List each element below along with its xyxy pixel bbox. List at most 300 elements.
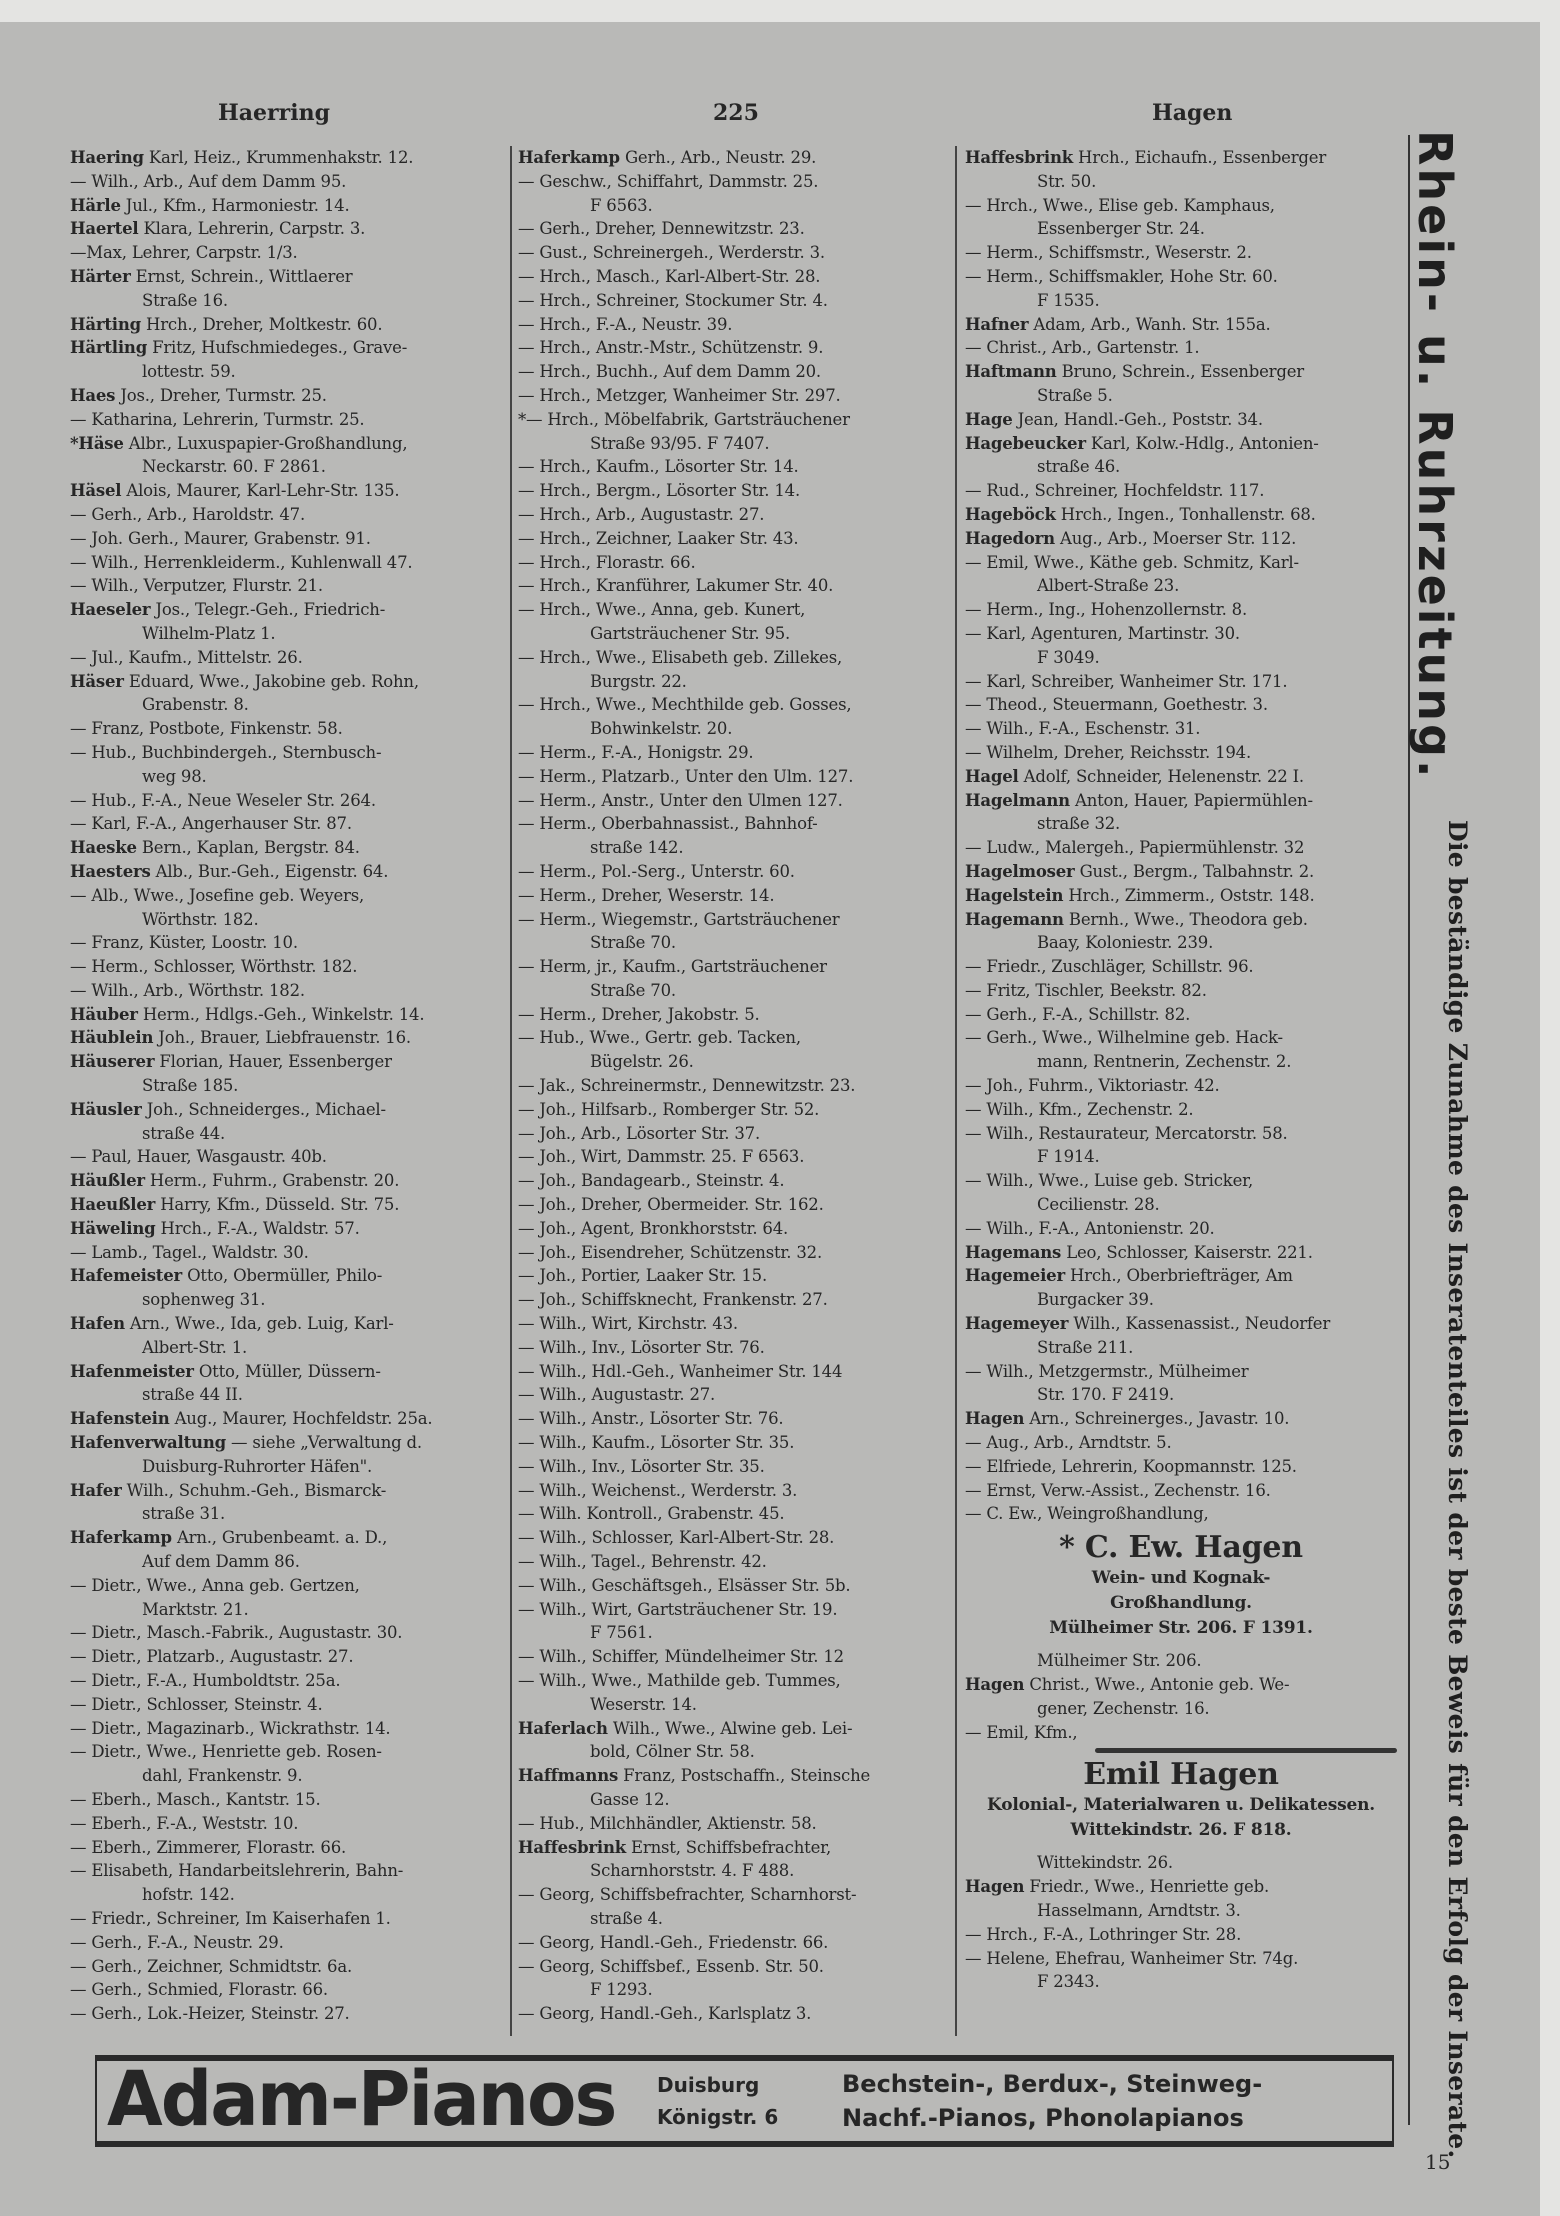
directory-entry-line (965, 1947, 1397, 1971)
entry-details: — Paul, Hauer, Wasgaustr. 40b. (70, 1147, 327, 1167)
directory-entry-line (518, 693, 948, 717)
entry-details: — Hrch., Wwe., Elise geb. Kamphaus, (965, 195, 1275, 215)
entry-details: Straße 93/95. F 7407. (590, 433, 770, 453)
directory-entry-line (518, 1550, 948, 1574)
directory-entry-line (965, 217, 1397, 241)
entry-details: Arn., Grubenbeamt. a. D., (176, 1528, 388, 1548)
entry-surname: Härle (70, 195, 121, 215)
entry-details: *— Hrch., Möbelfabrik, Gartsträuchener (518, 409, 850, 429)
entry-details: Wilhelm-Platz 1. (142, 623, 276, 643)
side-band-title: Rhein- u. Ruhrzeitung. (1408, 130, 1462, 781)
entry-details: Friedr., Wwe., Henriette geb. (1029, 1877, 1270, 1897)
directory-entry-line (965, 1899, 1397, 1923)
entry-surname: Haffesbrink (518, 1837, 626, 1857)
entry-details: straße 4. (590, 1908, 663, 1928)
directory-entry-line (965, 1455, 1397, 1479)
directory-entry-line (965, 1145, 1397, 1169)
entry-details: Jos., Telegr.-Geh., Friedrich- (155, 600, 386, 620)
entry-details: — Herm., Schiffsmstr., Weserstr. 2. (965, 243, 1252, 263)
entry-details: — Eberh., F.-A., Weststr. 10. (70, 1813, 299, 1833)
directory-entry-line (70, 1169, 505, 1193)
inline-advertisement (965, 1530, 1397, 1641)
directory-entry-line (518, 1836, 948, 1860)
directory-entry-line (518, 574, 948, 598)
directory-entry-line (965, 289, 1397, 313)
entry-details: — Theod., Steuermann, Goethestr. 3. (965, 695, 1268, 715)
running-head-left: Haerring (218, 100, 330, 126)
entry-details: Aug., Maurer, Hochfeldstr. 25a. (174, 1409, 433, 1429)
directory-entry-line (70, 479, 505, 503)
directory-entry-line (70, 1836, 505, 1860)
entry-surname: Hagen (965, 1877, 1025, 1897)
directory-entry-line (518, 1859, 948, 1883)
entry-details: — Hrch., Bergm., Lösorter Str. 14. (518, 481, 800, 501)
entry-details: — Wilh., Schlosser, Karl-Albert-Str. 28. (518, 1528, 835, 1548)
directory-entry-line (518, 170, 948, 194)
entry-details: Essenberger Str. 24. (1037, 219, 1205, 239)
ad-city: Duisburg (657, 2073, 760, 2097)
directory-entry-line (965, 884, 1397, 908)
directory-entry-line (965, 194, 1397, 218)
entry-details: Albert-Straße 23. (1037, 576, 1180, 596)
directory-entry-line (965, 1721, 1397, 1745)
directory-entry-line (70, 1812, 505, 1836)
entry-details: Bohwinkelstr. 20. (590, 719, 733, 739)
entry-details: Straße 185. (142, 1076, 239, 1096)
ad-rule (1095, 1748, 1397, 1753)
directory-entry-line (965, 432, 1397, 456)
entry-details: — Hrch., Schreiner, Stockumer Str. 4. (518, 290, 828, 310)
entry-details: — Geschw., Schiffahrt, Dammstr. 25. (518, 171, 819, 191)
directory-entry-line (965, 574, 1397, 598)
directory-entry-line (518, 1598, 948, 1622)
directory-entry-line (70, 551, 505, 575)
directory-entry-line (70, 1526, 505, 1550)
directory-entry-line (70, 527, 505, 551)
directory-entry-line (70, 598, 505, 622)
directory-entry-line (518, 1812, 948, 1836)
entry-details: — Joh., Portier, Laaker Str. 15. (518, 1266, 768, 1286)
directory-entry-line (518, 1288, 948, 1312)
directory-entry-line (70, 646, 505, 670)
directory-entry-line (518, 2002, 948, 2026)
entry-details: Eduard, Wwe., Jakobine geb. Rohn, (128, 671, 419, 691)
entry-details: — Katharina, Lehrerin, Turmstr. 25. (70, 409, 365, 429)
entry-details: — Gerh., Dreher, Dennewitzstr. 23. (518, 219, 805, 239)
entry-details: Karl, Heiz., Krummenhakstr. 12. (148, 148, 414, 167)
directory-entry-line (70, 1931, 505, 1955)
entry-details: — Gust., Schreinergeh., Werderstr. 3. (518, 243, 825, 263)
directory-entry-line (518, 979, 948, 1003)
entry-details: — Eberh., Masch., Kantstr. 15. (70, 1789, 321, 1809)
directory-entry-line (965, 765, 1397, 789)
entry-details: Florian, Hauer, Essenberger (159, 1052, 392, 1072)
entry-details: Wittekindstr. 26. (1037, 1853, 1173, 1873)
directory-entry-line (70, 289, 505, 313)
directory-entry-line (70, 1383, 505, 1407)
entry-details: — Karl, Agenturen, Martinstr. 30. (965, 623, 1240, 643)
entry-details: Wörthstr. 182. (142, 909, 259, 929)
entry-details: Albert-Str. 1. (142, 1337, 248, 1357)
entry-surname: Härting (70, 314, 141, 334)
directory-entry-line (518, 384, 948, 408)
entry-details: Otto, Müller, Düssern- (198, 1361, 381, 1381)
directory-entry-line (965, 1479, 1397, 1503)
directory-entry-line (518, 1407, 948, 1431)
directory-entry-line (965, 1970, 1397, 1994)
entry-details: — Joh., Agent, Bronkhorststr. 64. (518, 1218, 789, 1238)
directory-entry-line (965, 741, 1397, 765)
entry-surname: Hagel (965, 766, 1019, 786)
entry-details: — Franz, Küster, Loostr. 10. (70, 933, 298, 953)
directory-entry-line (518, 1003, 948, 1027)
entry-details: — Joh., Arb., Lösorter Str. 37. (518, 1123, 761, 1143)
entry-details: — Gerh., Lok.-Heizer, Steinstr. 27. (70, 2004, 350, 2024)
directory-entry-line (965, 979, 1397, 1003)
entry-details: — Emil, Kfm., (965, 1722, 1078, 1742)
entry-details: weg 98. (142, 766, 207, 786)
entry-details: — Hrch., Kaufm., Lösorter Str. 14. (518, 457, 799, 477)
entry-details: — Aug., Arb., Arndtstr. 5. (965, 1433, 1172, 1453)
ad-brands (842, 2067, 1262, 2135)
entry-details: — Hrch., Masch., Karl-Albert-Str. 28. (518, 266, 821, 286)
directory-entry-line (965, 527, 1397, 551)
entry-details: — Wilh., Restaurateur, Mercatorstr. 58. (965, 1123, 1288, 1143)
entry-details: — Hrch., Florastr. 66. (518, 552, 696, 572)
entry-surname: Hafemeister (70, 1266, 183, 1286)
directory-entry-line (70, 1050, 505, 1074)
directory-entry-line (70, 1693, 505, 1717)
entry-surname: Haering (70, 148, 144, 167)
directory-entry-line (70, 1574, 505, 1598)
entry-surname: Haertel (70, 219, 139, 239)
directory-entry-line (70, 931, 505, 955)
entry-details: — Herm., Anstr., Unter den Ulmen 127. (518, 790, 843, 810)
entry-details: — Eberh., Zimmerer, Florastr. 66. (70, 1837, 347, 1857)
entry-details: — Hrch., Wwe., Anna, geb. Kunert, (518, 600, 806, 620)
directory-entry-line (518, 241, 948, 265)
directory-entry-line (518, 265, 948, 289)
page-number: 225 (713, 100, 759, 126)
entry-details: — Joh., Bandagearb., Steinstr. 4. (518, 1171, 785, 1191)
ad-text-line: Kolonial-, Materialwaren u. Delikatessen. (987, 1795, 1375, 1816)
entry-details: — Wilh. Kontroll., Grabenstr. 45. (518, 1504, 785, 1524)
directory-entry-line (70, 812, 505, 836)
entry-details: Str. 50. (1037, 171, 1097, 191)
entry-details: Alb., Bur.-Geh., Eigenstr. 64. (155, 861, 389, 881)
entry-details: — Wilh., Inv., Lösorter Str. 76. (518, 1337, 765, 1357)
directory-entry-line (965, 1169, 1397, 1193)
directory-entry-line (70, 336, 505, 360)
directory-entry-line (70, 1264, 505, 1288)
directory-entry-line (518, 1479, 948, 1503)
directory-entry-line (965, 503, 1397, 527)
entry-details: — Friedr., Zuschläger, Schillstr. 96. (965, 957, 1254, 977)
entry-details: Otto, Obermüller, Philo- (187, 1266, 383, 1286)
entry-details: Wilh., Wwe., Alwine geb. Lei- (612, 1718, 853, 1738)
directory-entry-line (70, 1740, 505, 1764)
directory-entry-line (70, 1193, 505, 1217)
entry-surname: Hafenverwaltung (70, 1433, 226, 1453)
entry-surname: Haffesbrink (965, 148, 1073, 167)
entry-details: gener, Zechenstr. 16. (1037, 1698, 1210, 1718)
entry-details: — Rud., Schreiner, Hochfeldstr. 117. (965, 481, 1265, 501)
directory-entry-line (518, 551, 948, 575)
entry-details: Christ., Wwe., Antonie geb. We- (1029, 1675, 1290, 1695)
directory-entry-line (965, 1923, 1397, 1947)
entry-details: — Joh., Hilfsarb., Romberger Str. 52. (518, 1099, 820, 1119)
ad-title: * C. Ew. Hagen (1059, 1530, 1303, 1566)
entry-surname: Hagen (965, 1409, 1025, 1429)
entry-surname: Hafenmeister (70, 1361, 194, 1381)
directory-entry-line (965, 455, 1397, 479)
directory-entry-line (965, 812, 1397, 836)
entry-details: straße 44. (142, 1123, 226, 1143)
directory-entry-line (518, 527, 948, 551)
entry-surname: Hagemeyer (965, 1314, 1069, 1334)
entry-details: — Hrch., Wwe., Mechthilde geb. Gosses, (518, 695, 852, 715)
directory-entry-line (965, 1264, 1397, 1288)
entry-details: Burgacker 39. (1037, 1290, 1154, 1310)
entry-details: — Joh., Wirt, Dammstr. 25. F 6563. (518, 1147, 805, 1167)
directory-entry-line (70, 789, 505, 813)
entry-surname: Haeußler (70, 1195, 156, 1215)
directory-entry-line (518, 217, 948, 241)
directory-entry-line (70, 1003, 505, 1027)
signature-mark: 15 (1425, 2150, 1451, 2174)
entry-surname: Häublein (70, 1028, 154, 1048)
directory-entry-line (70, 1431, 505, 1455)
entry-surname: Hagelmann (965, 790, 1070, 810)
entry-details: Arn., Wwe., Ida, geb. Luig, Karl- (129, 1314, 394, 1334)
entry-details: — Wilh., Augustastr. 27. (518, 1385, 716, 1405)
entry-surname: *Häse (70, 433, 124, 453)
directory-entry-line (965, 670, 1397, 694)
entry-surname: Hafen (70, 1314, 125, 1334)
entry-details: Cecilienstr. 28. (1037, 1195, 1160, 1215)
entry-details: mann, Rentnerin, Zechenstr. 2. (1037, 1052, 1292, 1072)
entry-details: — Gerh., F.-A., Schillstr. 82. (965, 1004, 1191, 1024)
directory-entry-line (518, 1360, 948, 1384)
entry-details: — Hrch., Kranführer, Lakumer Str. 40. (518, 576, 834, 596)
directory-entry-line (70, 1455, 505, 1479)
entry-details: Jul., Kfm., Harmoniestr. 14. (125, 195, 350, 215)
directory-entry-line (518, 646, 948, 670)
entry-details: — Dietr., Schlosser, Steinstr. 4. (70, 1694, 323, 1714)
entry-details: — Wilh., Arb., Wörthstr. 182. (70, 980, 305, 1000)
directory-entry-line (965, 1673, 1397, 1697)
entry-details: — Fritz, Tischler, Beekstr. 82. (965, 980, 1207, 1000)
side-band-slogan: Die beständige Zunahme des Inseratenteiles ist der beste Beweis für den Erfolg der Inserate. (1443, 820, 1472, 2159)
directory-entry-line (518, 336, 948, 360)
ad-title: Emil Hagen (1083, 1757, 1279, 1793)
directory-entry-line (70, 1145, 505, 1169)
entry-details: — Wilh., Kfm., Zechenstr. 2. (965, 1099, 1194, 1119)
entry-details: — Dietr., Magazinarb., Wickrathstr. 14. (70, 1718, 391, 1738)
entry-surname: Hage (965, 409, 1013, 429)
directory-entry-line (518, 1955, 948, 1979)
directory-entry-line (518, 860, 948, 884)
directory-entry-line (965, 646, 1397, 670)
directory-entry-line (965, 1502, 1397, 1526)
entry-details: — Emil, Wwe., Käthe geb. Schmitz, Karl- (965, 552, 1299, 572)
entry-details: — Dietr., Wwe., Anna geb. Gertzen, (70, 1575, 360, 1595)
entry-surname: Hafer (70, 1480, 122, 1500)
entry-details: Joh., Brauer, Liebfrauenstr. 16. (158, 1028, 411, 1048)
entry-details: — Herm., Schlosser, Wörthstr. 182. (70, 957, 358, 977)
entry-details: — Hub., Buchbindergeh., Sternbusch- (70, 742, 382, 762)
directory-entry-line (518, 1717, 948, 1741)
directory-entry-line (70, 1598, 505, 1622)
entry-details: — Jak., Schreinermstr., Dennewitzstr. 23. (518, 1076, 856, 1096)
entry-details: F 1293. (590, 1980, 653, 2000)
entry-details: Alois, Maurer, Karl-Lehr-Str. 135. (126, 481, 400, 501)
entry-details: — Joh., Schiffsknecht, Frankenstr. 27. (518, 1290, 828, 1310)
entry-surname: Hagemans (965, 1242, 1062, 1262)
entry-details: — Joh. Gerh., Maurer, Grabenstr. 91. (70, 528, 371, 548)
entry-surname: Hagemeier (965, 1266, 1065, 1286)
directory-entry-line (965, 1193, 1397, 1217)
directory-entry-line (70, 503, 505, 527)
directory-entry-line (70, 1312, 505, 1336)
entry-details: Anton, Hauer, Papiermühlen- (1074, 790, 1313, 810)
entry-details: — Joh., Eisendreher, Schützenstr. 32. (518, 1242, 823, 1262)
directory-entry-line (70, 217, 505, 241)
entry-details: dahl, Frankenstr. 9. (142, 1766, 303, 1786)
entry-details: straße 142. (590, 838, 684, 858)
entry-details: Hrch., Ingen., Tonhallenstr. 68. (1060, 504, 1316, 524)
entry-surname: Häuserer (70, 1052, 155, 1072)
directory-entry-line (70, 1288, 505, 1312)
directory-entry-line (518, 812, 948, 836)
entry-details: — Karl, Schreiber, Wanheimer Str. 171. (965, 671, 1288, 691)
entry-details: — Herm., Ing., Hohenzollernstr. 8. (965, 600, 1248, 620)
entry-details: — C. Ew., Weingroßhandlung, (965, 1504, 1209, 1524)
directory-entry-line (518, 432, 948, 456)
directory-entry-line (70, 1098, 505, 1122)
entry-details: Ernst, Schiffsbefrachter, (631, 1837, 832, 1857)
directory-entry-line (70, 2002, 505, 2026)
directory-entry-line (518, 1098, 948, 1122)
entry-details: Wilh., Kassenassist., Neudorfer (1073, 1314, 1331, 1334)
entry-details: Adam, Arb., Wanh. Str. 155a. (1033, 314, 1271, 334)
directory-entry-line (518, 1336, 948, 1360)
entry-details: F 3049. (1037, 647, 1100, 667)
entry-details: — Dietr., F.-A., Humboldtstr. 25a. (70, 1671, 341, 1690)
directory-entry-line (965, 146, 1397, 170)
entry-surname: Häusler (70, 1099, 142, 1119)
entry-details: — Wilh., Wirt, Kirchstr. 43. (518, 1314, 738, 1334)
directory-entry-line (518, 313, 948, 337)
entry-details: — Joh., Dreher, Obermeider. Str. 162. (518, 1195, 824, 1215)
directory-entry-line (965, 1875, 1397, 1899)
directory-entry-line (70, 360, 505, 384)
directory-entry-line (518, 1026, 948, 1050)
directory-entry-line (518, 360, 948, 384)
directory-entry-line (70, 1883, 505, 1907)
directory-entry-line (70, 1978, 505, 2002)
directory-entry-line (70, 1407, 505, 1431)
entry-details: — Wilh., Schiffer, Mündelheimer Str. 12 (518, 1647, 844, 1667)
directory-entry-line (518, 765, 948, 789)
entry-details: Herm., Fuhrm., Grabenstr. 20. (149, 1171, 400, 1191)
directory-entry-line (965, 1241, 1397, 1265)
entry-details: — Herm., F.-A., Honigstr. 29. (518, 742, 754, 762)
directory-entry-line (965, 1383, 1397, 1407)
entry-surname: Hagedorn (965, 528, 1055, 548)
directory-entry-line (965, 265, 1397, 289)
directory-entry-line (965, 717, 1397, 741)
entry-details: — Georg, Schiffsbefrachter, Scharnhorst- (518, 1885, 857, 1905)
directory-entry-line (518, 408, 948, 432)
column-divider (510, 146, 512, 2036)
directory-entry-line (965, 836, 1397, 860)
entry-details: Bruno, Schrein., Essenberger (1061, 362, 1304, 382)
entry-details: — Wilh., Anstr., Lösorter Str. 76. (518, 1409, 784, 1429)
directory-entry-line (70, 765, 505, 789)
directory-entry-line (965, 598, 1397, 622)
entry-details: Hrch., Zimmerm., Oststr. 148. (1068, 885, 1315, 905)
entry-details: — Herm., Dreher, Weserstr. 14. (518, 885, 775, 905)
entry-details: bold, Cölner Str. 58. (590, 1742, 755, 1762)
directory-entry-line (518, 1526, 948, 1550)
directory-entry-line (70, 693, 505, 717)
directory-entry-line (70, 1788, 505, 1812)
directory-entry-line (965, 908, 1397, 932)
directory-entry-line (70, 313, 505, 337)
entry-details: — Herm., Wiegemstr., Gartsträuchener (518, 909, 840, 929)
entry-details: lottestr. 59. (142, 362, 236, 382)
entry-details: — Alb., Wwe., Josefine geb. Weyers, (70, 885, 365, 905)
entry-details: — Hrch., Buchh., Auf dem Damm 20. (518, 362, 821, 382)
directory-entry-line (518, 741, 948, 765)
column-right (965, 146, 1397, 1994)
directory-entry-line (518, 455, 948, 479)
entry-surname: Haferkamp (70, 1528, 172, 1548)
entry-surname: Hageböck (965, 504, 1056, 524)
directory-entry-line (518, 1669, 948, 1693)
directory-entry-line (70, 1074, 505, 1098)
entry-details: — Wilh., Weichenst., Werderstr. 3. (518, 1480, 798, 1500)
directory-entry-line (70, 1669, 505, 1693)
directory-entry-line (70, 1550, 505, 1574)
directory-entry-line (965, 1050, 1397, 1074)
entry-details: Hrch., F.-A., Waldstr. 57. (160, 1218, 360, 1238)
entry-surname: Haferkamp (518, 148, 620, 167)
entry-details: Herm., Hdlgs.-Geh., Winkelstr. 14. (142, 1004, 425, 1024)
entry-details: — Gerh., Schmied, Florastr. 66. (70, 1980, 328, 2000)
directory-entry-line (70, 884, 505, 908)
entry-details: — Wilh., Wirt, Gartsträuchener Str. 19. (518, 1599, 838, 1619)
directory-entry-line (518, 598, 948, 622)
entry-details: Jean, Handl.-Geh., Poststr. 34. (1017, 409, 1263, 429)
directory-entry-line (518, 479, 948, 503)
directory-entry-line (965, 1288, 1397, 1312)
directory-entry-line (965, 931, 1397, 955)
directory-entry-line (518, 1431, 948, 1455)
entry-details: Straße 70. (590, 980, 676, 1000)
entry-details: Karl, Kolw.-Hdlg., Antonien- (1090, 433, 1319, 453)
entry-surname: Häser (70, 671, 124, 691)
directory-entry-line (70, 955, 505, 979)
entry-details: F 6563. (590, 195, 653, 215)
directory-entry-line (965, 170, 1397, 194)
directory-entry-line (965, 336, 1397, 360)
entry-details: Straße 5. (1037, 385, 1113, 405)
directory-entry-line (70, 622, 505, 646)
entry-details: — Wilh., Wwe., Luise geb. Stricker, (965, 1171, 1254, 1191)
entry-details: — Hrch., Arb., Augustastr. 27. (518, 504, 765, 524)
